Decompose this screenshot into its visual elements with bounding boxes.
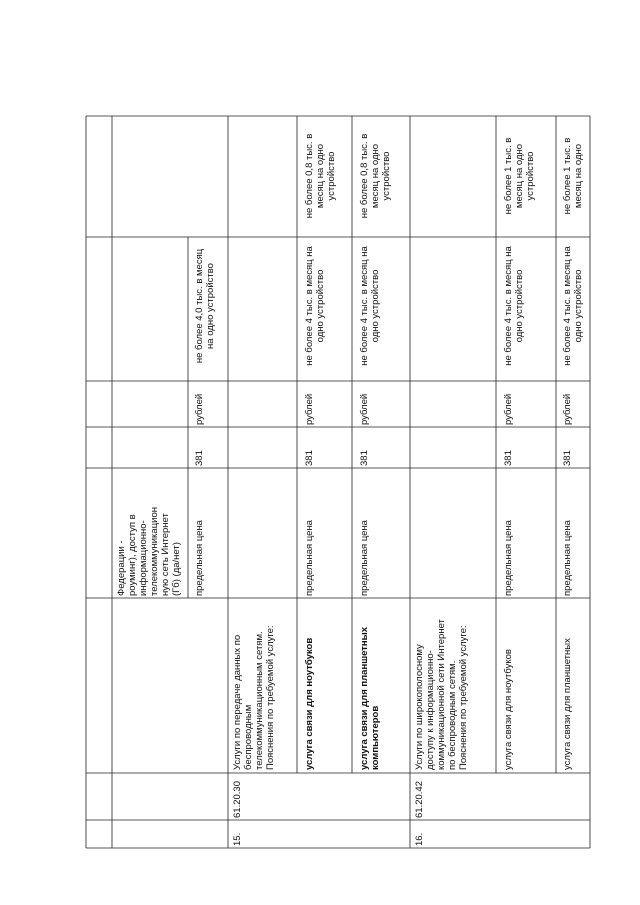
okpd-code: 61.20.30 <box>232 781 243 818</box>
value-cell <box>359 237 381 375</box>
extra-line: не более 1 тыс. в <box>503 137 514 215</box>
value-line: не более 4 тыс. в месяц на <box>359 246 370 366</box>
unit-name: рублей <box>562 393 573 425</box>
name-line: доступу к информационно- <box>425 650 436 770</box>
unit-name: рублей <box>304 393 315 425</box>
char-line: роуминг), доступ в <box>127 514 138 596</box>
characteristic-cell <box>116 507 182 596</box>
extra-line: не более 1 тыс. в <box>562 137 573 215</box>
service-name <box>232 625 276 770</box>
extra-value-cell <box>359 120 392 232</box>
price-type: предельная цена <box>359 520 370 596</box>
value-cell <box>194 237 216 375</box>
char-line: ную сеть Интернет <box>160 513 171 596</box>
value-line: не более 4 тыс. в месяц на <box>304 246 315 366</box>
value-line: одно устройство <box>514 269 525 343</box>
unit-name: рублей <box>503 393 514 425</box>
value-line: не более 4 тыс. в месяц на <box>503 246 514 366</box>
sub-line: услуга связи для планшетных <box>359 626 370 770</box>
value-line: одно устройство <box>370 269 381 343</box>
name-line: коммуникационной сети Интернет <box>436 619 447 770</box>
extra-line: месяц на одно <box>573 143 584 209</box>
value-line: одно устройство <box>573 269 584 343</box>
sub-service: услуга связи для ноутбуков <box>304 637 315 770</box>
extra-line: месяц на одно <box>315 143 326 209</box>
row-number: 16. <box>414 832 425 846</box>
sub-service: услуга связи для планшетных <box>562 638 573 770</box>
service-name <box>414 619 469 770</box>
char-line: телекоммуникацион <box>149 507 160 596</box>
extra-line: устройство <box>525 151 536 201</box>
char-line: Федерации - <box>116 540 127 596</box>
extra-value-cell <box>503 120 536 232</box>
okei-code: 381 <box>562 450 573 466</box>
char-line: (Гб) (да/нет) <box>171 542 182 596</box>
extra-line: не более 0,8 тыс. в <box>304 133 315 219</box>
sub-line: компьютеров <box>370 705 381 770</box>
value-line: не более 4,0 тыс. в месяц <box>194 248 205 364</box>
okpd-code: 61.20.42 <box>414 781 425 818</box>
extra-line: месяц на одно <box>370 143 381 209</box>
name-line: телекоммуникационным сетям. <box>254 631 265 770</box>
extra-line: устройство <box>381 151 392 201</box>
value-line: одно устройство <box>315 269 326 343</box>
char-line: информационно- <box>138 520 149 596</box>
unit-name: рублей <box>359 393 370 425</box>
okei-code: 381 <box>304 450 315 466</box>
value-line: на одно устройство <box>205 263 216 349</box>
value-cell <box>304 237 326 375</box>
unit-name: рублей <box>194 393 205 425</box>
row-number: 15. <box>232 832 243 846</box>
okei-code: 381 <box>503 450 514 466</box>
name-line: Пояснения по требуемой услуге: <box>458 625 469 770</box>
extra-value-cell <box>304 120 337 232</box>
value-line: не более 4 тыс. в месяц на <box>562 246 573 366</box>
extra-value-cell <box>562 120 584 232</box>
name-line: по беспроводным сетям. <box>447 660 458 770</box>
name-line: Услуги по передаче данных по <box>232 634 243 770</box>
value-cell <box>562 237 584 375</box>
price-type: предельная цена <box>503 520 514 596</box>
okei-code: 381 <box>194 450 205 466</box>
name-line: Пояснения по требуемой услуге: <box>265 625 276 770</box>
extra-line: не более 0,8 тыс. в <box>359 133 370 219</box>
price-type: предельная цена <box>194 520 205 596</box>
price-type: предельная цена <box>304 520 315 596</box>
price-type: предельная цена <box>562 520 573 596</box>
okei-code: 381 <box>359 450 370 466</box>
name-line: беспроводным <box>243 704 254 770</box>
sub-service: услуга связи для ноутбуков <box>503 649 514 770</box>
value-cell <box>503 237 525 375</box>
name-line: Услуги по широкополосному <box>414 644 425 770</box>
sub-service <box>359 627 381 770</box>
extra-line: устройство <box>326 151 337 201</box>
extra-line: месяц на одно <box>514 143 525 209</box>
